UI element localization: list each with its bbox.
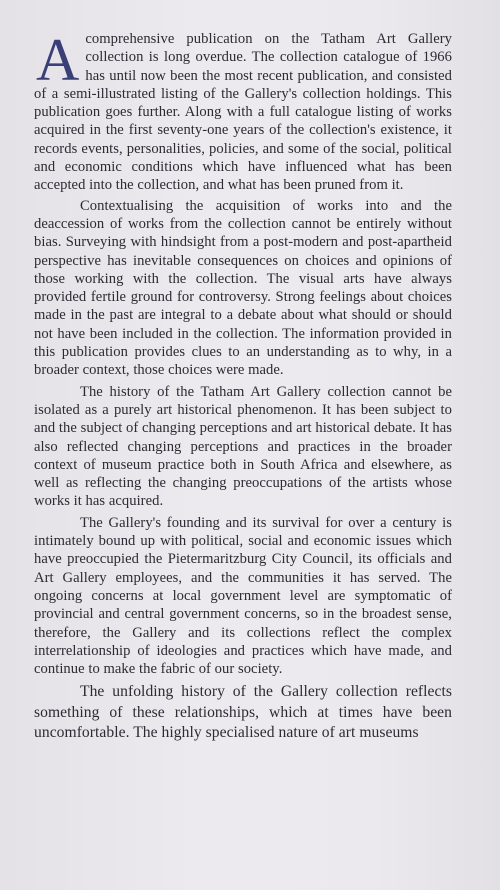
paragraph-2: Contextualising the acquisition of works into and the deaccession of works from the collection cannot be entirely without bias. Surveying with hindsight from a post-modern and post-apartheid perspective has inevitable consequences on choices and opinions of those working with the collection. The visual arts have always provided fertile ground for controversy. Strong feelings about choices made in the past are integral to a debate about what should or should not have been included in the collection. The information provided in this publication provides clues to an understanding as to why, in a broader context, those choices were made.: [34, 197, 452, 379]
paragraph-1: [34, 27, 452, 195]
paragraph-1-text: comprehensive publication on the Tatham Art Gallery collection is long overdue. The collection catalogue of 1966 has until now been the most recent publication, and consisted of a semi-illustrated listing of the Gallery's collection holdings. This publication goes further. Along with a full catalogue listing of works acquired in the first seventy-one years of the collection's existence, it records events, personalities, policies, and some of the social, political and economic conditions which have influenced what has been accepted into the collection, and what has been pruned from it.: [34, 31, 452, 194]
paragraph-4: The Gallery's founding and its survival for over a century is intimately bound up with political, social and economic issues which have preoccupied the Pietermaritzburg City Council, its officials and Art Gallery employees, and the communities it has served. The ongoing concerns at local government level are symptomatic of provincial and central government concerns, so in the broadest sense, therefore, the Gallery and its collections reflect the complex interrelationship of ideologies and practices which have made, and continue to make the fabric of our society.: [34, 514, 452, 678]
paragraph-3: The history of the Tatham Art Gallery collection cannot be isolated as a purely art historical phenomenon. It has been subject to and the subject of changing perceptions and art historical debate. It has also reflected changing perceptions and practices in the broader context of museum practice both in South Africa and elsewhere, as well as reflecting the changing preoccupations of the artists whose works it has acquired.: [34, 383, 452, 510]
drop-cap-letter: A: [36, 27, 80, 93]
body-text: [34, 27, 452, 744]
paragraph-5: The unfolding history of the Gallery collection reflects something of these relationships, which at times have been uncomfortable. The highly specialised nature of art museums: [34, 683, 452, 742]
